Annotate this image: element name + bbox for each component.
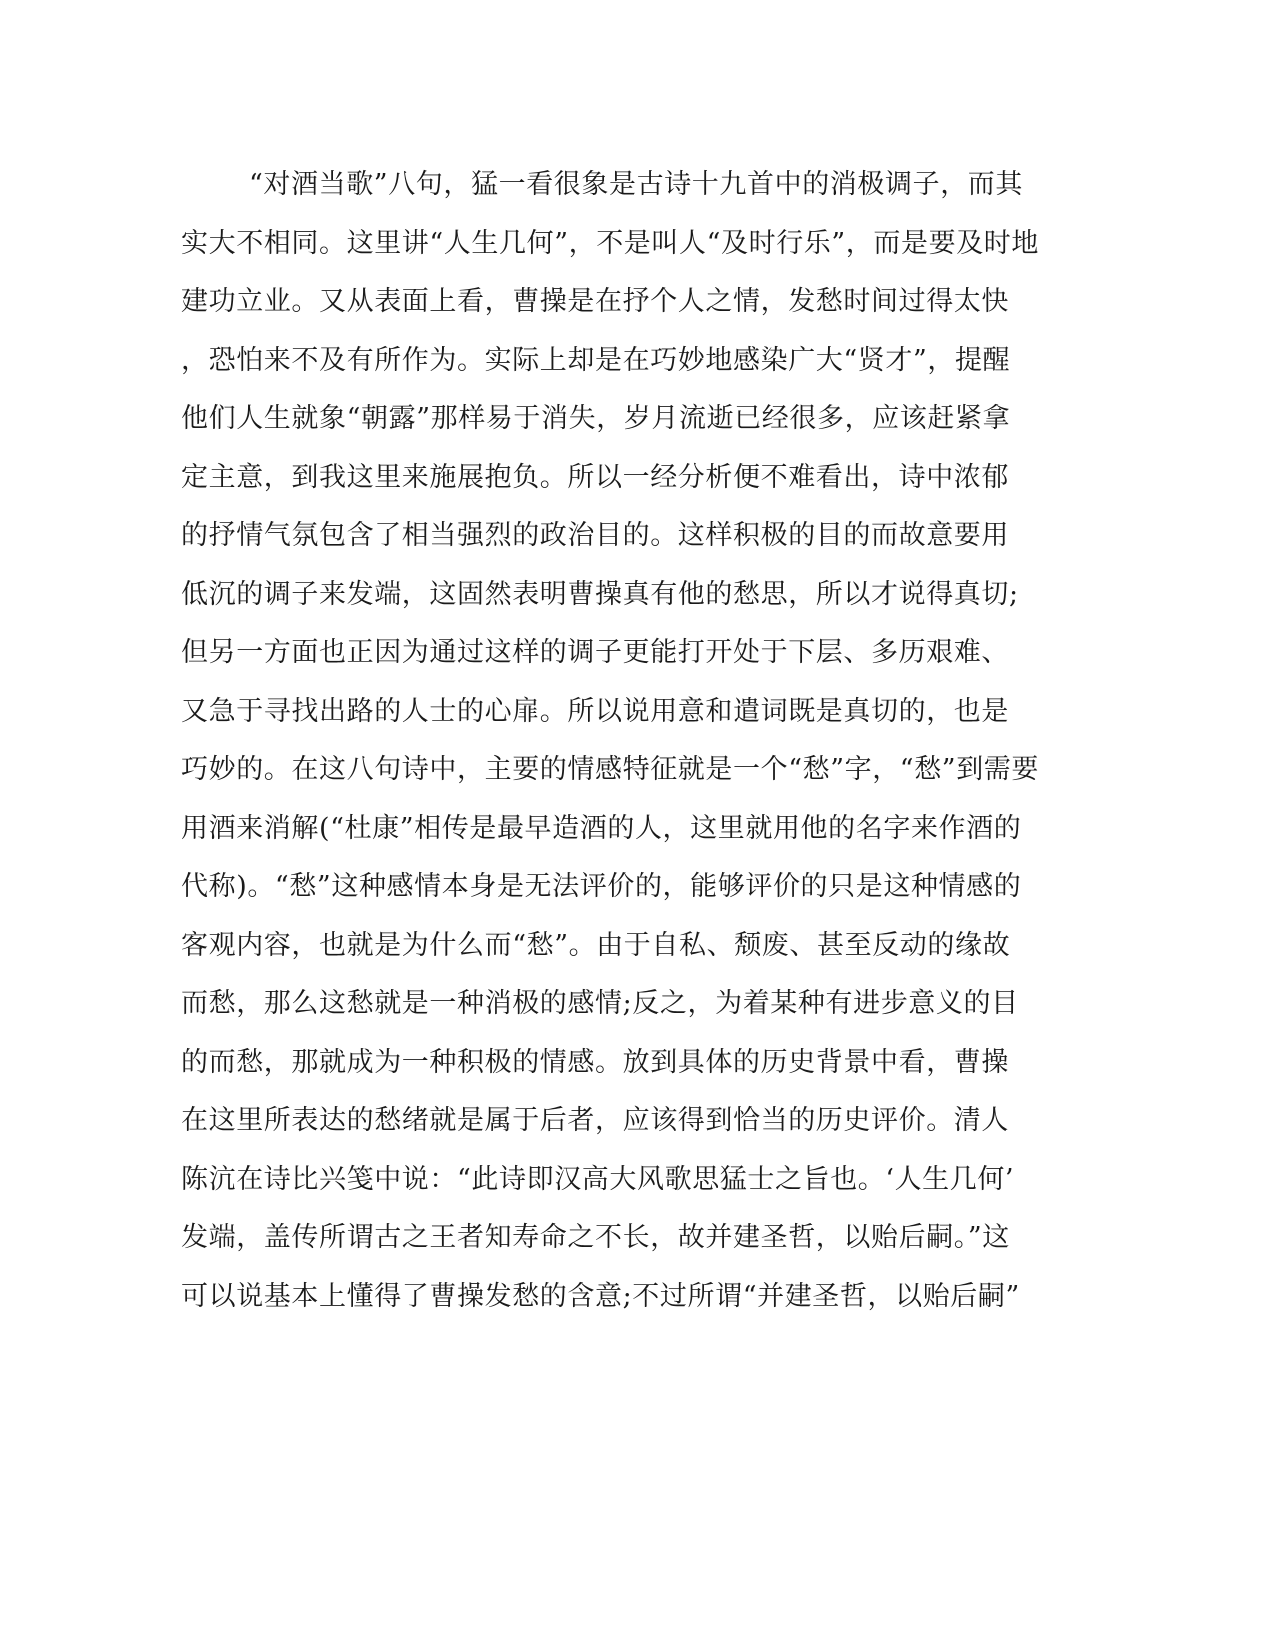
- text-line: 又急于寻找出路的人士的心扉。所以说用意和遣词既是真切的，也是: [181, 695, 1009, 727]
- text-line: 的而愁，那就成为一种积极的情感。放到具体的历史背景中看，曹操: [181, 1046, 1009, 1078]
- text-line: 但另一方面也正因为通过这样的调子更能打开处于下层、多历艰难、: [181, 637, 1009, 668]
- text-line: 他们人生就象“朝露”那样易于消失，岁月流逝已经很多，应该赶紧拿: [181, 403, 1011, 434]
- text-line: 建功立业。又从表面上看，曹操是在抒个人之情，发愁时间过得太快: [181, 286, 1009, 317]
- text-line: 用酒来消解(“杜康”相传是最早造酒的人，这里就用他的名字来作酒的: [181, 812, 1022, 844]
- text-line: 实大不相同。这里讲“人生几何”，不是叫人“及时行乐”，而是要及时地: [181, 227, 1040, 259]
- text-line: 可以说基本上懂得了曹操发愁的含意;不过所谓“并建圣哲，以贻后嗣”: [181, 1280, 1020, 1312]
- text-line: 定主意，到我这里来施展抱负。所以一经分析便不难看出，诗中浓郁: [181, 461, 1009, 493]
- text-line: 陈沆在诗比兴笺中说：“此诗即汉高大风歌思猛士之旨也。‘人生几何’: [181, 1163, 1015, 1195]
- text-line: 在这里所表达的愁绪就是属于后者，应该得到恰当的历史评价。清人: [181, 1105, 1009, 1136]
- body-paragraph: [181, 162, 1041, 1332]
- text-line: 巧妙的。在这八句诗中，主要的情感特征就是一个“愁”字，“愁”到需要: [181, 754, 1040, 785]
- text-line: 而愁，那么这愁就是一种消极的感情;反之，为着某种有进步意义的目: [181, 988, 1019, 1019]
- text-line: 发端，盖传所谓古之王者知寿命之不长，故并建圣哲，以贻后嗣。”这: [181, 1222, 1010, 1253]
- text-line: ，恐怕来不及有所作为。实际上却是在巧妙地感染广大“贤才”，提醒: [181, 344, 1011, 376]
- text-line: 低沉的调子来发端，这固然表明曹操真有他的愁思，所以才说得真切;: [181, 578, 1019, 610]
- text-line: “对酒当歌”八句，猛一看很象是古诗十九首中的消极调子，而其: [249, 169, 1024, 200]
- text-line: 客观内容，也就是为什么而“愁”。由于自私、颓废、甚至反动的缘故: [181, 929, 1011, 961]
- text-line: 代称)。“愁”这种感情本身是无法评价的，能够评价的只是这种情感的: [181, 871, 1022, 902]
- text-line: 的抒情气氛包含了相当强烈的政治目的。这样积极的目的而故意要用: [181, 520, 1009, 551]
